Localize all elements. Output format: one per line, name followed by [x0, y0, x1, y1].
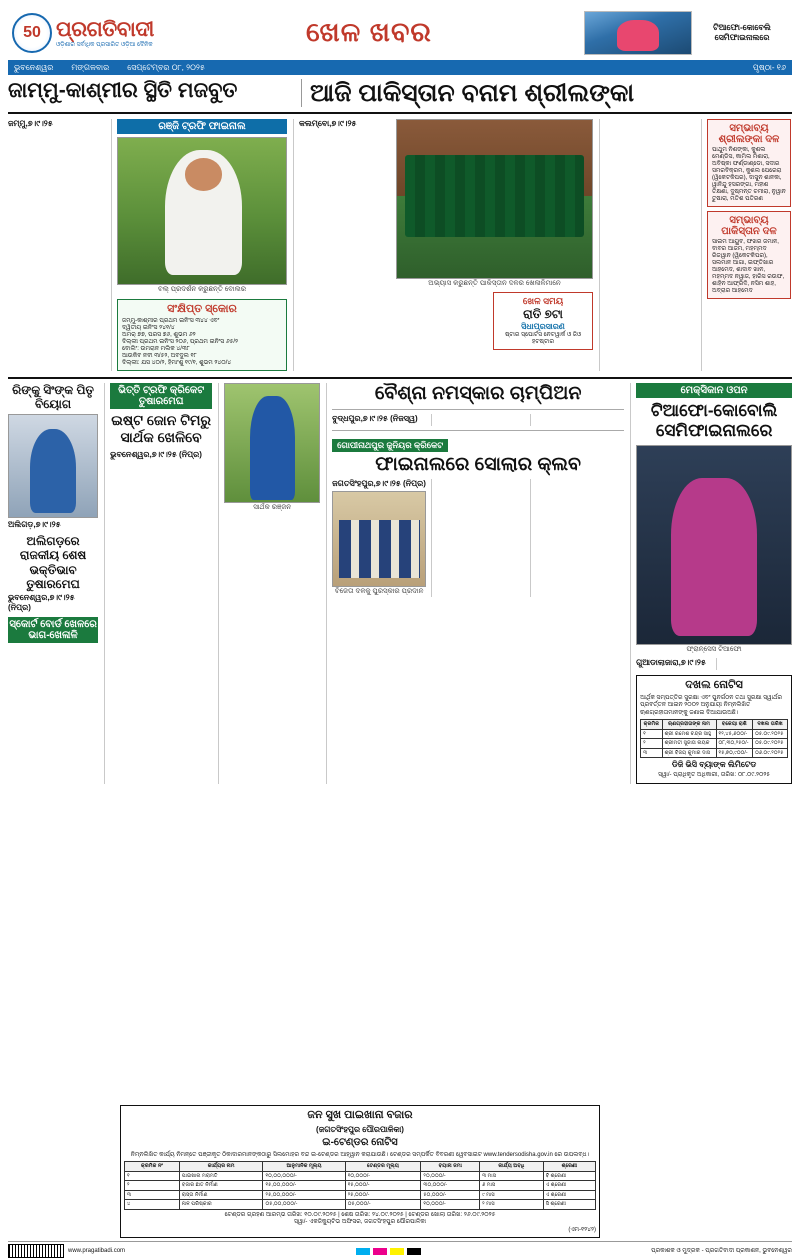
article-ranji-trophy-final [111, 119, 287, 371]
byline: ଗୁଆଡାଲାଜାରା,୭।୯।୨୫ [636, 658, 706, 668]
cell-amount: ୧୫,୭୦,୯୦୦/- [716, 748, 753, 758]
table-row [125, 1190, 596, 1200]
date-strip [8, 60, 792, 75]
cell-amount: ୧୨,୪୫,୬୦୦/- [716, 729, 753, 739]
cell-work-name: ରାସ୍ତା ନିର୍ମାଣ [179, 1190, 263, 1200]
col-borrower: ଋଣଗ୍ରହୀତାଙ୍କ ନାମ [662, 720, 716, 730]
squads-column [701, 119, 791, 371]
byline: କଲମ୍ବୋ,୭।୯।୨୫ [299, 119, 357, 128]
score-line-4: ବୋଲିଂ: ଉମରାନ ମଲିକ ୪/୩୮ [122, 346, 190, 352]
section-title: ଖେଳ ଖବର [306, 17, 432, 47]
col-duration: କାର୍ଯ୍ୟ ଅବଧି [480, 1162, 544, 1172]
photo-caption: ବଲ୍ ପ୍ରଦର୍ଶନ କରୁଛନ୍ତି ବୋଲର [157, 286, 247, 293]
headline-rinku: ରିଙ୍କୁ ସିଂଙ୍କ ପିତୃ ବିୟୋଗ [12, 383, 94, 412]
edition-place: ଭୁବନେଶ୍ୱର [14, 62, 54, 72]
tender-notice [120, 1105, 600, 1238]
paper-logo [12, 13, 154, 53]
tender-notice-subtitle: (ଜଗତସିଂହପୁର ପୌରପାଳିକା) [316, 1125, 404, 1134]
page-number: ପୃଷ୍ଠା- ୧୬ [752, 62, 786, 72]
possession-notice [636, 675, 792, 784]
kicker-bhitti-trophy: ଭିତ୍ତି ଟ୍ରଫି କ୍ରିକେଟ ତୁଷାରମେଘ [110, 383, 212, 409]
col-work-name: କାର୍ଯ୍ୟର ନାମ [179, 1162, 263, 1172]
article-jammu-kashmir-text [8, 119, 105, 371]
barcode-icon [8, 1244, 64, 1258]
score-line-5: ଆଉକିବ ନବୀ ୩/୫୨, ଅବଦୁଲ ୧୮ [122, 353, 197, 359]
cell-date: ୦୬.୦୯.୨୦୨୫ [753, 748, 788, 758]
match-time-value: ରାତି ୭ଟା [523, 307, 563, 321]
article-east-zone-photo-col [218, 383, 320, 784]
cell-class: ବି ଶ୍ରେଣୀ [543, 1171, 595, 1181]
article-pak-sl-continued [599, 119, 695, 371]
headline-tiafoe: ଟିଆଫୋ-କୋବୋଲି ସେମିଫାଇନାଲରେ [650, 401, 778, 441]
score-line-2: ଅମର୍ ୭୭, ପରସ ୭୬, ଶୁଭମ ୬୨ [122, 332, 196, 338]
score-line-0: ଜମ୍ମୁ-କାଶ୍ମୀର ପ୍ରଥମ ଇନିଂସ ୩୪୪ ଏବଂ [122, 318, 220, 324]
score-line-3: ଦିଲ୍ଲୀ ପ୍ରଥମ ଇନିଂସ ୨୦୬, ପ୍ରଥମ ଇନିଂସ ୬୫/୨ [122, 339, 238, 345]
possession-notice-intro: ଆର୍ଥିକ ସମ୍ପତ୍ତିର ସୁରକ୍ଷା ଏବଂ ପୁନର୍ଗଠନ ତଥା ସୁରକ୍ଷା ସ୍ୱାର୍ଥର ପ୍ରବର୍ତ୍ତନ ଆଇନ ୨୦୦୨ ଅନୁଯାୟୀ ନିମ୍ନଲିଖିତ ଋଣଗ୍ରହୀତାମାନଙ୍କୁ ଜଣାଇ ଦିଆଯାଉଅଛି। [640, 694, 783, 716]
cell-emd: ୫୦,୦୦୦/- [421, 1190, 480, 1200]
col-emd: ବୟାନା ଜମା [421, 1162, 480, 1172]
match-time-label: ଖେଳ ସମୟ [522, 296, 564, 306]
cricketer-photo [117, 137, 287, 285]
cell-borrower: ଶ୍ରୀ ବିଜୟ କୁମାର ଦାସ [662, 748, 716, 758]
photo-caption: ବିଜେତା ଦଳକୁ ପୁରସ୍କାର ପ୍ରଦାନ [334, 587, 424, 595]
tennis-player-photo [584, 11, 692, 55]
tender-notice-intro: ନିମ୍ନଲିଖିତ କାର୍ଯ୍ୟ ନିମନ୍ତେ ପଞ୍ଜୀକୃତ ଠିକାଦାରମାନଙ୍କଠାରୁ ସିଲମୋହର ବନ୍ଦ ଇ-ଟେଣ୍ଡର ଆହ୍ୱାନ କରାଯାଉଛି। ଟେଣ୍ଡର ସମ୍ପର୍କିତ ବିବରଣୀ ୱେବସାଇଟ www.tendersodisha.gov.in ରେ ଉପଲବ୍ଧ। [130, 1151, 590, 1158]
byline: ବୁଦ୍ଧପୁର,୭।୯।୨୫ (ନିଜସ୍ୱ) [332, 413, 418, 423]
pakistan-team-photo [396, 119, 593, 279]
cell-estimated-cost: ୧୫,୦୦,୦୦୦/- [263, 1181, 345, 1191]
subhead-aligarh: ଅଲିଗଡ଼ରେ ରାଜକୀୟ ଶେଷ ଭକ୍ତିଭାବ ତୁଷାରମେଘ [19, 533, 87, 591]
srilanka-squad-players: ପାଥୁମ ନିଶଙ୍କା, କୁଶଲ ମେଣ୍ଡିସ, କାମିଲ ମିଶାରା, ଅବିଷ୍କା ଫର୍ଣ୍ଡାଣ୍ଡୋ, ସଦୀର ସମରବିକ୍ରମ, କୁଶଲ ପେରେରା (ୱିକେଟକିପର), ଦାସୁନ ଶାନକା, ୱାନିନ୍ଦୁ ହସରଙ୍ଗା, ମହୀଶ ତିକ୍ଷଣା, ଦୁଷ୍ମନ୍ତ ଚମୀରା, ନୁୱାନ ତୁଷାରା, ମତିଶ ପତିରଣ [712, 147, 786, 202]
byline: ଭୁବନେଶ୍ୱର,୭।୯।୨୫ (ନିପ୍ର) [110, 449, 202, 459]
cell-serial: ୧ [641, 729, 662, 739]
body-text-3 [396, 292, 488, 350]
broadcast-label: ସିଧାପ୍ରସାରଣ [521, 322, 565, 331]
short-score-box [117, 299, 287, 371]
table-row [641, 739, 788, 749]
table-row [641, 729, 788, 739]
prize-ceremony-photo [332, 491, 426, 587]
kicker-gopinathpur: ଗୋପୀନାଥପୁର ଜୁନିୟର କ୍ରିକେଟ [332, 439, 448, 452]
cell-serial: ୩ [641, 748, 662, 758]
table-header-row [125, 1162, 596, 1172]
tender-notice-heading: ଇ-ଟେଣ୍ଡର ନୋଟିସ [322, 1137, 398, 1148]
cell-duration: ୯ ମାସ [480, 1190, 544, 1200]
paper-name: ପ୍ରଗତିବାଦୀ [56, 17, 154, 41]
byline: ଜମ୍ମୁ,୭।୯।୨୫ [8, 119, 53, 128]
body-text-2 [299, 292, 391, 350]
cell-duration: ୬ ମାସ [480, 1181, 544, 1191]
byline: ଅଲିଗଡ଼,୭।୯।୨୫ [8, 519, 61, 529]
srilanka-squad-box [707, 119, 791, 207]
cell-tender-cost: ୦୫,୦୦୦/- [345, 1200, 421, 1210]
col-serial: କ୍ରମିକ [641, 720, 662, 730]
short-score-title: ସଂକ୍ଷିପ୍ତ ସ୍କୋର [167, 303, 237, 315]
tiafoe-photo [636, 445, 792, 645]
cell-serial: ୧ [125, 1171, 180, 1181]
cell-borrower: ଶ୍ରୀ ରମେଶ ଚନ୍ଦ୍ର ସାହୁ [662, 729, 716, 739]
cell-date: ୦୫.୦୯.୨୦୨୫ [753, 729, 788, 739]
divider [8, 377, 792, 379]
cell-tender-cost: ୨୫,୦୦୦/- [345, 1190, 421, 1200]
tender-signature: ସ୍ୱା/- ଏକଜିକ୍ୟୁଟିଭ ଅଫିସର, ଜଗତସିଂହପୁର ପୌରପାଳିକା [293, 1219, 427, 1225]
col-estimated-cost: ଆନୁମାନିକ ମୂଲ୍ୟ [263, 1162, 345, 1172]
subhead-ranji: ରଞ୍ଜି ଟ୍ରଫି ଫାଇନାଲ [117, 119, 287, 134]
cell-serial: ୪ [125, 1200, 180, 1210]
subhead-sports-board: ସ୍କୋର୍ଟ ବୋର୍ଡ ଖେଳରେ ଭାଗ-ଖେଳାଳି [9, 619, 97, 642]
cell-serial: ୨ [641, 739, 662, 749]
tender-notice-table [124, 1161, 596, 1210]
table-row [641, 748, 788, 758]
cell-work-name: ବଜାର ଛାତ ନିର୍ମାଣ [179, 1181, 263, 1191]
headline-row [8, 75, 792, 114]
tender-ref: (ଏମ-୧୨୪୨) [568, 1226, 596, 1233]
table-row [125, 1181, 596, 1191]
pakistan-squad-box [707, 211, 791, 299]
cell-work-name: ପାଇଖାନା ମରାମତି [179, 1171, 263, 1181]
publisher-note: ପ୍ରକାଶକ ଓ ମୁଦ୍ରକ - ପ୍ରଗତିବାଦୀ ପ୍ରକାଶନ, ଭୁବନେଶ୍ୱର [651, 1247, 792, 1254]
srilanka-squad-title: ସମ୍ଭାବ୍ୟ ଶ୍ରୀଲଙ୍କା ଦଳ [718, 123, 780, 145]
article-pak-vs-sl [293, 119, 593, 371]
paper-tagline: ଓଡ଼ିଶାର ସର୍ବାଧିକ ପ୍ରସାରିତ ଓଡ଼ିଆ ଦୈନିକ [56, 41, 153, 48]
possession-notice-table [640, 719, 788, 758]
article-east-zone [104, 383, 212, 784]
col-class: ଶ୍ରେଣୀ [543, 1162, 595, 1172]
batsman-photo [224, 383, 320, 503]
col-date: ଦଖଲ ତାରିଖ [753, 720, 788, 730]
photo-caption: ଫ୍ରାନ୍ସେସ ଟିଆଫୋ [686, 646, 742, 654]
band-two [8, 383, 792, 784]
anniversary-badge-icon: 50 [12, 13, 52, 53]
possession-notice-bank: ଡିଜି ଭିସି ବ୍ୟାଙ୍କ ଲିମିଟେଡ [671, 760, 757, 770]
masthead-photo-caption: ଟିଆଫୋ-କୋବେଲି ସେମିଫାଇନାଲରେ [713, 22, 771, 42]
table-row [125, 1171, 596, 1181]
broadcast-channels: ଷ୍ଟାର ସ୍ପୋର୍ଟସ ନେଟୱାର୍କ ଓ ଜିଓ ହଟଷ୍ଟାର [504, 332, 582, 345]
kicker-mexican-open: ମେକ୍ସିକାନ ଓପନ [636, 383, 792, 398]
cell-estimated-cost: ୨୫,୦୦,୦୦୦/- [263, 1190, 345, 1200]
page-footer [8, 1241, 792, 1258]
headline-left: ଜାମ୍ମୁ-କାଶ୍ମୀର ସ୍ଥିତି ମଜବୁତ [8, 79, 238, 102]
cmyk-registration-marks [356, 1248, 421, 1255]
cell-tender-cost: ୧୫,୦୦୦/- [345, 1181, 421, 1191]
cell-serial: ୨ [125, 1181, 180, 1191]
possession-notice-title: ଦଖଲ ନୋଟିସ [685, 679, 743, 692]
col-amount: ବକେୟା ରାଶି [716, 720, 753, 730]
band-one [8, 114, 792, 371]
headline-baishna: ବୈଶ୍ନା ନମସ୍କାର ଚାମ୍ପିଅନ [374, 383, 582, 404]
headline-solar-club: ଫାଇନାଲରେ ସୋଲାର କ୍ଲବ [375, 453, 582, 475]
pakistan-squad-players: ସାଇମ ଆୟୁବ, ଫଖର ଜମାନ, ବାବର ଆଜମ, ମହମ୍ମଦ ରିଜୱାନ (ୱିକେଟକିପର), ସଲମାନ ଆଗା, ଇଫ୍ତିଖାର ଆହମେଦ, ଶାଦାବ ଖାନ, ମହମ୍ମଦ ନୱାଜ, ହାରିସ ରଉଫ, ଶାହିନ ଆଫ୍ରିଦି, ନସିମ ଶାହ, ଅବ୍ରାର ଆହମେଦ [712, 239, 785, 294]
tender-notice-org: ଜନ ସୁଖ ପାଇଖାନା ବଜାର [307, 1109, 413, 1122]
cell-tender-cost: ୧୦,୦୦୦/- [345, 1171, 421, 1181]
cell-emd: ୧୦,୦୦୦/- [421, 1200, 480, 1210]
photo-caption: ସାର୍ଥକ ରଞ୍ଜନ [253, 504, 292, 511]
byline-2: ଜଗତସିଂହପୁର,୭।୯।୨୫ (ନିପ୍ର) [332, 478, 426, 488]
col-serial: କ୍ରମିକ ନଂ [125, 1162, 180, 1172]
table-row [125, 1200, 596, 1210]
tender-dates: ଟେଣ୍ଡର ଗ୍ରହଣ ଆରମ୍ଭ ତାରିଖ: ୧୦.୦୯.୨୦୨୫ | ଶେଷ ତାରିଖ: ୨୪.୦୯.୨୦୨୫ | ଟେଣ୍ଡର ଖୋଲା ତାରିଖ: ୨୬.୦୯.୨୦୨୫ [224, 1211, 496, 1218]
cell-class: ଏ ଶ୍ରେଣୀ [543, 1181, 595, 1191]
pakistan-squad-title: ସମ୍ଭାବ୍ୟ ପାକିସ୍ତାନ ଦଳ [721, 215, 777, 237]
cell-class: ଏ ଶ୍ରେଣୀ [543, 1190, 595, 1200]
score-line-1: ଦ୍ୱିତୀୟ ଇନିଂସ ୨୪୧/୪ [122, 325, 175, 331]
edition-date: ସେପ୍ଟେମ୍ବର ୦୮, ୨୦୨୫ [127, 62, 205, 72]
cell-estimated-cost: ୧୦,୦୦,୦୦୦/- [263, 1171, 345, 1181]
cell-duration: ୨ ମାସ [480, 1200, 544, 1210]
cell-emd: ୨୦,୦୦୦/- [421, 1171, 480, 1181]
article-rinku-singh [8, 383, 98, 784]
article-group-baishna [326, 383, 624, 784]
headline-right: ଆଜି ପାକିସ୍ତାନ ବନାମ ଶ୍ରୀଲଙ୍କା [310, 79, 635, 107]
cell-amount: ୦୮,୩୦,୨୫୦/- [716, 739, 753, 749]
website-url: www.pragatibadi.com [68, 1248, 126, 1254]
masthead [8, 6, 792, 58]
cell-emd: ୩୦,୦୦୦/- [421, 1181, 480, 1191]
photo-caption: ଅଭ୍ୟାସ କରୁଛନ୍ତି ପାକିସ୍ତାନ ଦଳର ଖେଳାଳିମାନେ [428, 280, 561, 287]
cell-serial: ୩ [125, 1190, 180, 1200]
cell-borrower: ଶ୍ରୀମତୀ ସୁଜାତା ନାୟକ [662, 739, 716, 749]
match-time-box [493, 292, 593, 350]
cell-class: ସି ଶ୍ରେଣୀ [543, 1200, 595, 1210]
headline-east-zone: ଇଷ୍ଟ ଜୋନ ଟିମରୁ ସାର୍ଥକ ଖେଳିବେ [111, 412, 212, 445]
cell-work-name: ନାଳ ପରିଷ୍କାର [179, 1200, 263, 1210]
col-tender-cost: ଟେଣ୍ଡର ମୂଲ୍ୟ [345, 1162, 421, 1172]
cell-duration: ୩ ମାସ [480, 1171, 544, 1181]
article-mexican-open [630, 383, 792, 784]
table-header-row [641, 720, 788, 730]
edition-day: ମଙ୍ଗଳବାର [71, 62, 110, 72]
score-line-6: ଦିଲ୍ଲୀ: ଯସ ୪୦/୨, ହିମାଂଶୁ ୧୯/୧, ଶୁଭମ ୨୪୦/୪ [122, 360, 232, 366]
possession-notice-signature: ସ୍ୱା/- ପ୍ରାଧିକୃତ ଅଧିକାରୀ, ତାରିଖ: ୦୮.୦୯.୨୦୨୫ [658, 772, 771, 779]
byline-2: ଭୁବନେଶ୍ୱର,୭।୯।୨୫ (ନିପ୍ର) [8, 593, 75, 613]
cell-date: ୦୫.୦୯.୨୦୨୫ [753, 739, 788, 749]
cell-estimated-cost: ୦୫,୦୦,୦୦୦/- [263, 1200, 345, 1210]
rinku-singh-father-photo [8, 414, 98, 518]
